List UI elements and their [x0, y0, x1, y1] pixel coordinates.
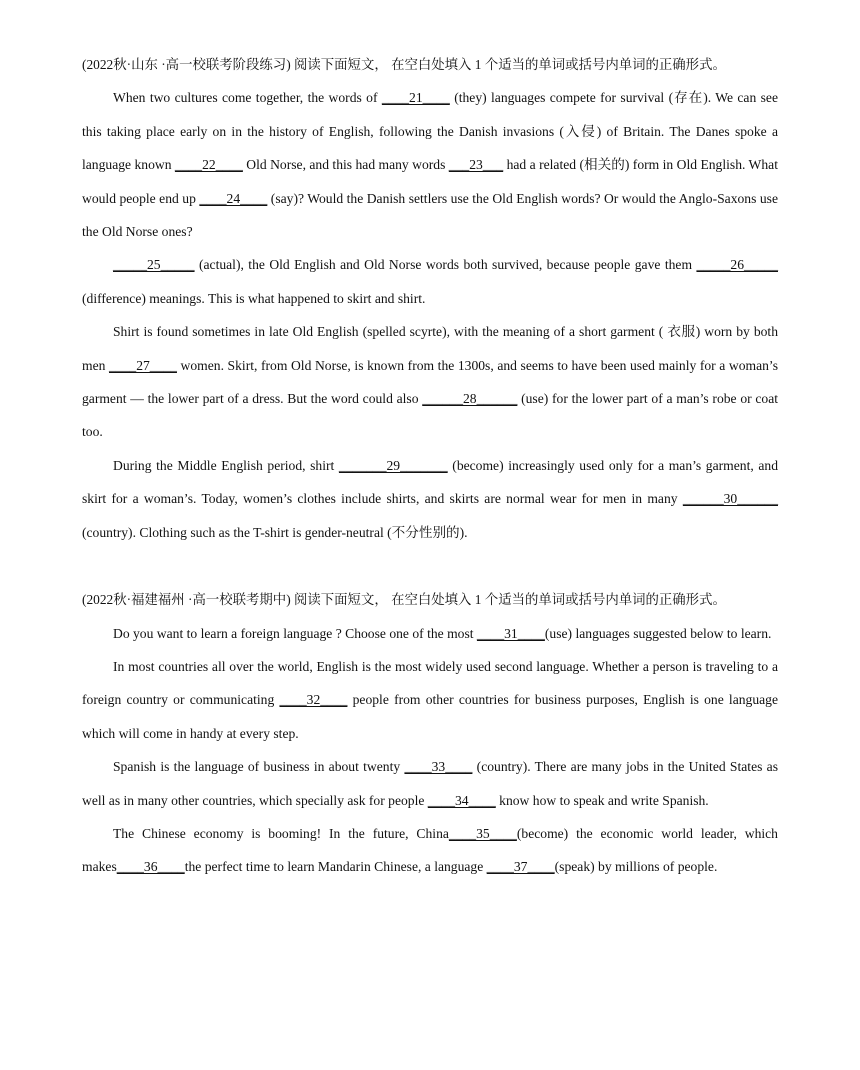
passage-paragraph: During the Middle English period, shirt _______29_______ (become) increasingly used only for a man’s garment, and skirt for a woman’s. Today, women’s clothes include shirts, and skirts are normal wear for men in many ______30______ (country). Clothing such as the T-shirt is gender-neutral (不分性别的).	[82, 457, 778, 540]
answer-blank: ____22____	[174, 157, 243, 173]
passage-paragraph: In most countries all over the world, English is the most widely used second language. Whether a person is traveling to a foreign country or communicating ____32____ people from other countries for business purposes, English is one language which will come in handy at every step.	[82, 658, 778, 741]
answer-blank: ____36____	[116, 859, 185, 875]
answer-blank: ____37____	[486, 859, 555, 875]
passage-paragraph: The Chinese economy is booming! In the future, China____35____(become) the economic world leader, which makes____36____the perfect time to learn Mandarin Chinese, a language ____37____(speak) by millions of people.	[82, 825, 778, 875]
answer-blank: ___23___	[448, 157, 504, 173]
answer-blank: _____25_____	[113, 257, 195, 273]
answer-blank: ____32____	[279, 692, 348, 708]
answer-blank: ______30______	[682, 491, 778, 507]
answer-blank: ____33____	[404, 759, 473, 775]
answer-blank: ____31____	[476, 625, 545, 641]
passage-section-1	[82, 48, 778, 549]
answer-blank: ____21____	[381, 90, 450, 106]
answer-blank: _____26_____	[696, 257, 778, 273]
passage-header: (2022秋·山东 ·高一校联考阶段练习) 阅读下面短文， 在空白处填入 1 个适当的单词或括号内单词的正确形式。	[82, 57, 726, 72]
passage-header: (2022秋·福建福州 ·高一校联考期中) 阅读下面短文， 在空白处填入 1 个适当的单词或括号内单词的正确形式。	[82, 592, 726, 608]
passage-paragraph: When two cultures come together, the words of ____21____ (they) languages compete for survival (存在). We can see this taking place early on in the history of English, following the Danish invasions (入侵) of Britain. The Danes spoke a language known ____22____ Old Norse, and this had many words ___23___ had a related (相关的) form in Old English. What would people end up ____24____ (say)? Would the Danish settlers use the Old English words? Or would the Anglo-Saxons use the Old Norse ones?	[82, 90, 778, 240]
passage-paragraph: _____25_____ (actual), the Old English and Old Norse words both survived, because people gave them _____26_____ (difference) meanings. This is what happened to skirt and shirt.	[82, 257, 778, 306]
answer-blank: ____27____	[109, 357, 177, 373]
passage-paragraph: Spanish is the language of business in about twenty ____33____ (country). There are many jobs in the United States as well as in many other countries, which specially ask for people ____34____ know how to speak and write Spanish.	[82, 759, 779, 808]
answer-blank: _______29_______	[338, 457, 448, 473]
answer-blank: ______28______	[422, 391, 518, 407]
passage-paragraph: Shirt is found sometimes in late Old English (spelled scyrte), with the meaning of a short garment ( 衣服) worn by both men ____27____ women. Skirt, from Old Norse, is known from the 1300s, and seems to have been used mainly for a woman’s garment — the lower part of a dress. But the word could also ______28______ (use) for the lower part of a man’s robe or coat too.	[82, 324, 779, 440]
passage-paragraph: Do you want to learn a foreign language ? Choose one of the most ____31____(use) languages suggested below to learn.	[113, 625, 772, 641]
answer-blank: ____24____	[199, 190, 268, 206]
answer-blank: ____35____	[448, 825, 517, 841]
passage-section-2	[82, 583, 778, 884]
answer-blank: ____34____	[427, 792, 496, 808]
